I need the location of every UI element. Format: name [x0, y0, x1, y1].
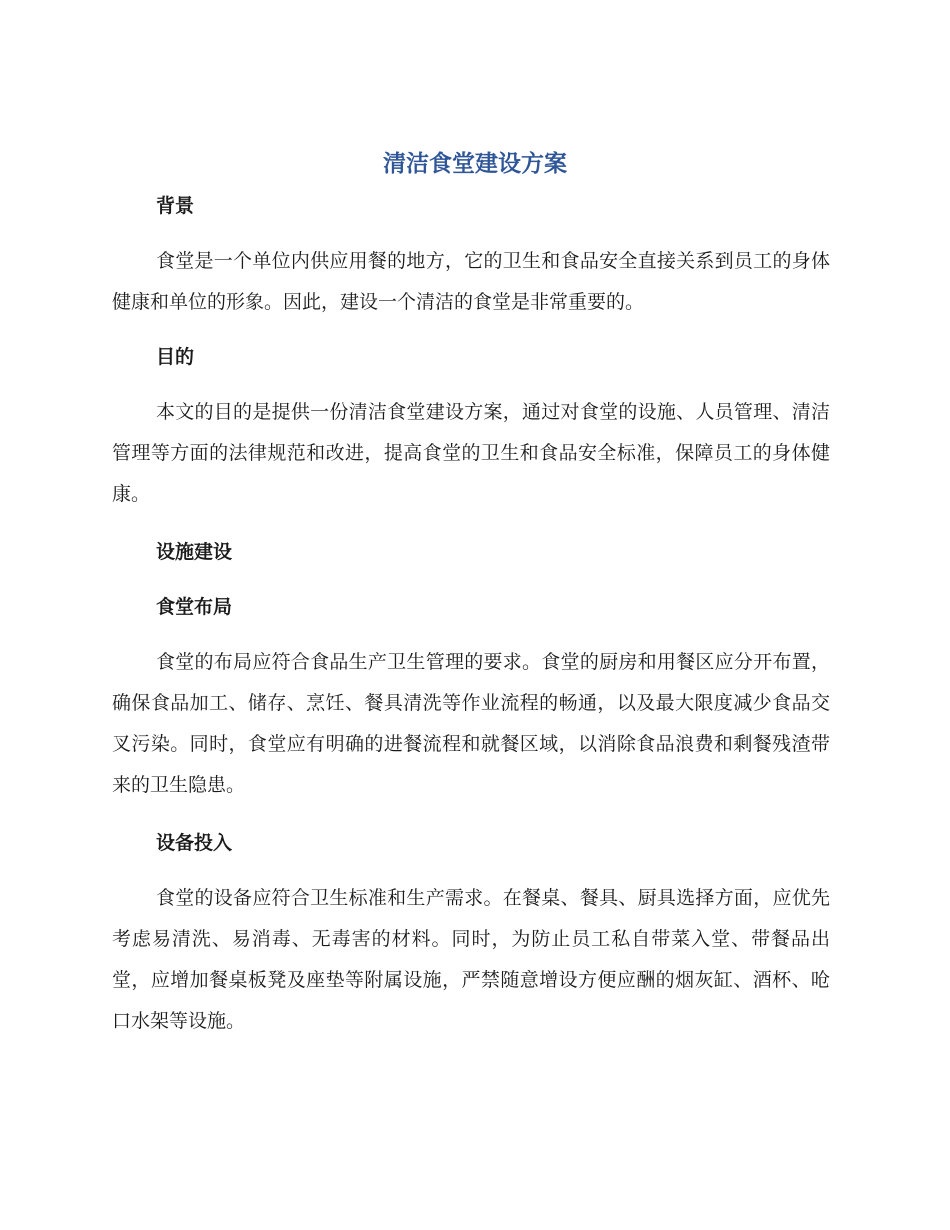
section-paragraph-background: 食堂是一个单位内供应用餐的地方，它的卫生和食品安全直接关系到员工的身体健康和单位的形象。因此，建设一个清洁的食堂是非常重要的。: [112, 250, 830, 313]
section-paragraph-purpose: 本文的目的是提供一份清洁食堂建设方案，通过对食堂的设施、人员管理、清洁管理等方面的法律规范和改进，提高食堂的卫生和食品安全标准，保障员工的身体健康。: [112, 401, 830, 505]
section-paragraph-equipment: 食堂的设备应符合卫生标准和生产需求。在餐桌、餐具、厨具选择方面，应优先考虑易清洗、易消毒、无毒害的材料。同时，为防止员工私自带菜入堂、带餐品出堂，应增加餐桌板凳及座垫等附属设施，严禁随意增设方便应酬的烟灰缸、酒杯、呛口水架等设施。: [112, 887, 830, 1032]
section-heading-purpose: 目的: [156, 346, 195, 368]
section-heading-equipment: 设备投入: [156, 832, 233, 854]
section-heading-facilities: 设施建设: [156, 541, 233, 563]
document-title: 清洁食堂建设方案: [383, 151, 567, 177]
section-heading-background: 背景: [156, 195, 195, 217]
section-paragraph-layout: 食堂的布局应符合食品生产卫生管理的要求。食堂的厨房和用餐区应分开布置，确保食品加工、储存、烹饪、餐具清洗等作业流程的畅通，以及最大限度减少食品交叉污染。同时，食堂应有明确的进餐流程和就餐区域，以消除食品浪费和剩餐残渣带来的卫生隐患。: [112, 651, 830, 796]
section-heading-layout: 食堂布局: [156, 596, 233, 618]
